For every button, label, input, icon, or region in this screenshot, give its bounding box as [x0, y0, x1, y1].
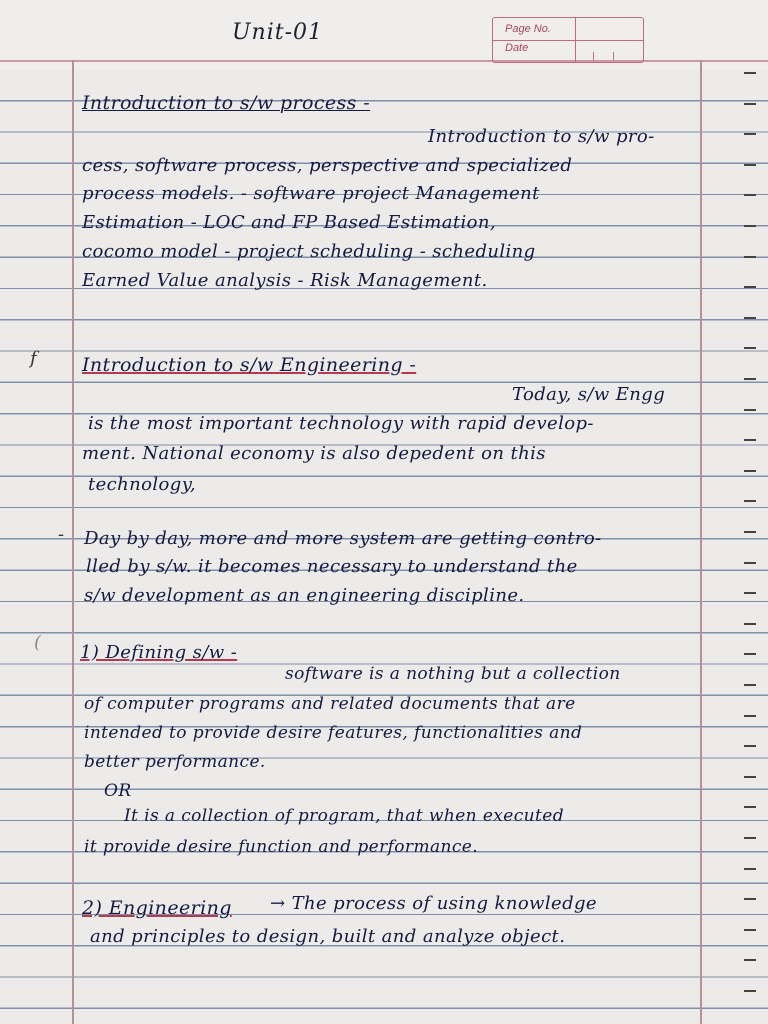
- text-line: technology,: [88, 474, 197, 495]
- edge-tick: [744, 133, 756, 135]
- text-line: Day by day, more and more system are getting contro-: [84, 528, 602, 549]
- top-margin-line: [0, 60, 768, 62]
- text-line: intended to provide desire features, functionalities and: [84, 723, 583, 743]
- edge-tick: [744, 592, 756, 594]
- edge-tick: [744, 103, 756, 105]
- text-line: Introduction to s/w pro-: [428, 126, 655, 147]
- date-tick: [613, 52, 614, 60]
- edge-tick: [744, 776, 756, 778]
- text-line: better performance.: [84, 752, 266, 772]
- text-line: it provide desire function and performance.: [84, 837, 479, 857]
- edge-tick: [744, 684, 756, 686]
- heading-engineering: 2) Engineering: [82, 897, 232, 919]
- text-line: It is a collection of program, that when executed: [124, 806, 564, 826]
- heading-intro-process: Introduction to s/w process -: [82, 92, 371, 114]
- text-line: s/w development as an engineering discipline.: [84, 585, 525, 606]
- edge-tick: [744, 562, 756, 564]
- text-line: cess, software process, perspective and specialized: [82, 155, 573, 176]
- edge-tick: [744, 317, 756, 319]
- edge-tick: [744, 745, 756, 747]
- edge-tick: [744, 653, 756, 655]
- left-margin-line: [72, 60, 74, 1024]
- text-line: of computer programs and related documents that are: [84, 694, 576, 714]
- edge-tick: [744, 898, 756, 900]
- text-line: → The process of using knowledge: [270, 893, 597, 914]
- edge-tick: [744, 623, 756, 625]
- date-tick: [593, 52, 594, 60]
- edge-tick: [744, 225, 756, 227]
- text-line: Today, s/w Engg: [512, 384, 666, 405]
- edge-tick: [744, 378, 756, 380]
- edge-tick: [744, 715, 756, 717]
- edge-tick: [744, 164, 756, 166]
- heading-intro-engineering: Introduction to s/w Engineering -: [82, 354, 417, 376]
- text-line: and principles to design, built and analyze object.: [90, 926, 566, 947]
- edge-tick: [744, 409, 756, 411]
- text-line: OR: [104, 781, 132, 801]
- box-divider: [575, 18, 576, 62]
- edge-tick: [744, 929, 756, 931]
- text-line: lled by s/w. it becomes necessary to understand the: [86, 556, 578, 577]
- unit-title: Unit-01: [232, 20, 324, 45]
- edge-tick: [744, 500, 756, 502]
- text-line: is the most important technology with rapid develop-: [88, 413, 594, 434]
- text-line: ment. National economy is also depedent on this: [82, 443, 546, 464]
- edge-tick: [744, 531, 756, 533]
- edge-tick: [744, 347, 756, 349]
- text-line: Earned Value analysis - Risk Management.: [82, 270, 488, 291]
- text-line: software is a nothing but a collection: [285, 664, 621, 684]
- edge-tick: [744, 868, 756, 870]
- heading-defining-sw: 1) Defining s/w -: [80, 642, 238, 663]
- edge-tick: [744, 194, 756, 196]
- edge-tick: [744, 439, 756, 441]
- dash-mark: -: [58, 524, 65, 545]
- edge-tick: [744, 470, 756, 472]
- edge-tick: [744, 72, 756, 74]
- text-line: process models. - software project Management: [82, 183, 540, 204]
- bracket-mark: (: [34, 632, 42, 653]
- page-edge-ticks: [744, 70, 764, 1020]
- page-no-label: Page No.: [505, 23, 551, 35]
- right-margin-line: [700, 60, 702, 1024]
- bullet-mark: f: [30, 348, 37, 369]
- edge-tick: [744, 990, 756, 992]
- edge-tick: [744, 286, 756, 288]
- text-line: Estimation - LOC and FP Based Estimation,: [82, 212, 497, 233]
- edge-tick: [744, 806, 756, 808]
- edge-tick: [744, 959, 756, 961]
- edge-tick: [744, 256, 756, 258]
- date-row: [493, 41, 643, 61]
- edge-tick: [744, 837, 756, 839]
- page-no-row: [493, 20, 643, 41]
- date-label: Date: [505, 42, 529, 54]
- text-line: cocomo model - project scheduling - scheduling: [82, 241, 536, 262]
- page-date-box: [492, 17, 644, 63]
